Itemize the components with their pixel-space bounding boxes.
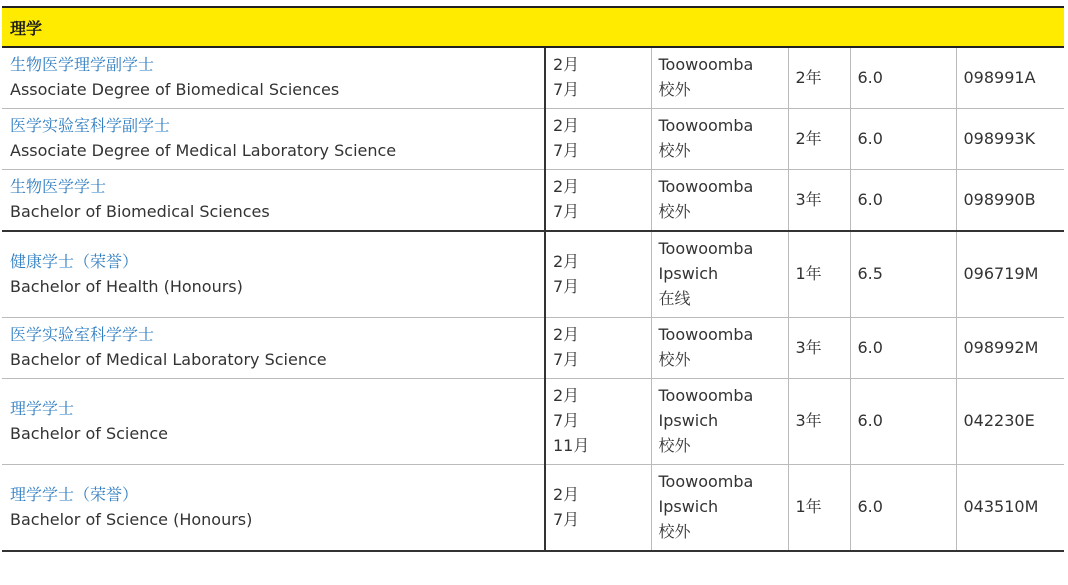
duration-cell: 1年 <box>788 465 850 552</box>
section-header-row <box>2 7 1064 47</box>
campus-name: 校外 <box>658 522 691 541</box>
campus-name: Toowoomba <box>658 55 754 74</box>
table-row <box>2 465 1064 552</box>
ielts-score-cell: 6.0 <box>850 170 956 232</box>
intake-cell <box>545 318 651 379</box>
intake-cell <box>545 47 651 109</box>
program-name-zh-link[interactable]: 健康学士（荣誉） <box>10 251 139 271</box>
intake-month: 2月 <box>553 177 580 196</box>
program-name-zh-link[interactable]: 理学学士（荣誉） <box>10 484 139 504</box>
campus-name: Ipswich <box>658 264 719 283</box>
table-row <box>2 379 1064 465</box>
campus-cell <box>651 170 788 232</box>
duration-cell: 2年 <box>788 47 850 109</box>
program-name-cell <box>2 109 545 170</box>
campus-name: Toowoomba <box>658 472 754 491</box>
intake-month: 7月 <box>553 202 580 221</box>
campus-name: Ipswich <box>658 497 719 516</box>
program-name-cell <box>2 231 545 318</box>
program-name-cell <box>2 465 545 552</box>
campus-cell <box>651 379 788 465</box>
intake-month: 2月 <box>553 55 580 74</box>
cricos-code-cell: 098991A <box>956 47 1064 109</box>
campus-name: 在线 <box>658 289 691 308</box>
intake-month: 2月 <box>553 484 580 504</box>
table-row <box>2 109 1064 170</box>
program-table-container <box>2 6 1064 552</box>
intake-month: 7月 <box>553 80 580 99</box>
program-name-en: Bachelor of Biomedical Sciences <box>10 202 270 221</box>
program-name-en: Associate Degree of Medical Laboratory Science <box>10 141 397 160</box>
cricos-code-cell: 098993K <box>956 109 1064 170</box>
intake-cell <box>545 109 651 170</box>
program-table <box>2 6 1064 552</box>
ielts-score-cell: 6.0 <box>850 109 956 170</box>
program-name-cell <box>2 47 545 109</box>
cricos-code-cell: 098992M <box>956 318 1064 379</box>
cricos-code-cell: 096719M <box>956 231 1064 318</box>
program-name-en: Bachelor of Science (Honours) <box>10 509 253 529</box>
ielts-score-cell: 6.0 <box>850 47 956 109</box>
table-row <box>2 170 1064 232</box>
program-name-cell <box>2 379 545 465</box>
campus-name: Toowoomba <box>658 386 754 405</box>
campus-name: 校外 <box>658 350 691 369</box>
ielts-score-cell: 6.0 <box>850 465 956 552</box>
table-row <box>2 47 1064 109</box>
program-name-cell <box>2 318 545 379</box>
program-name-en: Bachelor of Health (Honours) <box>10 276 243 296</box>
intake-month: 7月 <box>553 141 580 160</box>
section-title: 理学 <box>2 7 1064 47</box>
campus-name: Toowoomba <box>658 177 754 196</box>
campus-name: Toowoomba <box>658 325 754 344</box>
intake-month: 7月 <box>553 509 580 529</box>
campus-cell <box>651 318 788 379</box>
intake-month: 7月 <box>553 411 580 430</box>
ielts-score-cell: 6.0 <box>850 318 956 379</box>
campus-name: Toowoomba <box>658 239 754 258</box>
table-row <box>2 231 1064 318</box>
cricos-code-cell: 042230E <box>956 379 1064 465</box>
intake-cell <box>545 379 651 465</box>
intake-month: 2月 <box>553 116 580 135</box>
intake-cell <box>545 231 651 318</box>
ielts-score-cell: 6.0 <box>850 379 956 465</box>
duration-cell: 3年 <box>788 379 850 465</box>
program-name-zh-link[interactable]: 医学实验室科学副学士 <box>10 116 171 135</box>
duration-cell: 3年 <box>788 170 850 232</box>
intake-cell <box>545 170 651 232</box>
program-name-zh-link[interactable]: 生物医学学士 <box>10 177 107 196</box>
duration-cell: 2年 <box>788 109 850 170</box>
intake-month: 7月 <box>553 350 580 369</box>
intake-month: 11月 <box>553 436 590 455</box>
campus-name: 校外 <box>658 436 691 455</box>
cricos-code-cell: 043510M <box>956 465 1064 552</box>
intake-month: 2月 <box>553 386 580 405</box>
campus-cell <box>651 465 788 552</box>
intake-month: 2月 <box>553 325 580 344</box>
program-name-en: Bachelor of Medical Laboratory Science <box>10 350 327 369</box>
program-name-cell <box>2 170 545 232</box>
campus-name: 校外 <box>658 80 691 99</box>
duration-cell: 3年 <box>788 318 850 379</box>
program-name-en: Bachelor of Science <box>10 423 168 443</box>
duration-cell: 1年 <box>788 231 850 318</box>
cricos-code-cell: 098990B <box>956 170 1064 232</box>
program-name-en: Associate Degree of Biomedical Sciences <box>10 80 340 99</box>
campus-name: Toowoomba <box>658 116 754 135</box>
intake-month: 7月 <box>553 276 580 296</box>
intake-cell <box>545 465 651 552</box>
program-name-zh-link[interactable]: 理学学士 <box>10 398 75 418</box>
campus-name: 校外 <box>658 141 691 160</box>
table-row <box>2 318 1064 379</box>
program-rows <box>2 47 1064 551</box>
campus-name: Ipswich <box>658 411 719 430</box>
program-name-zh-link[interactable]: 医学实验室科学学士 <box>10 325 155 344</box>
ielts-score-cell: 6.5 <box>850 231 956 318</box>
campus-cell <box>651 109 788 170</box>
intake-month: 2月 <box>553 251 580 271</box>
campus-cell <box>651 47 788 109</box>
campus-name: 校外 <box>658 202 691 221</box>
program-name-zh-link[interactable]: 生物医学理学副学士 <box>10 55 155 74</box>
campus-cell <box>651 231 788 318</box>
